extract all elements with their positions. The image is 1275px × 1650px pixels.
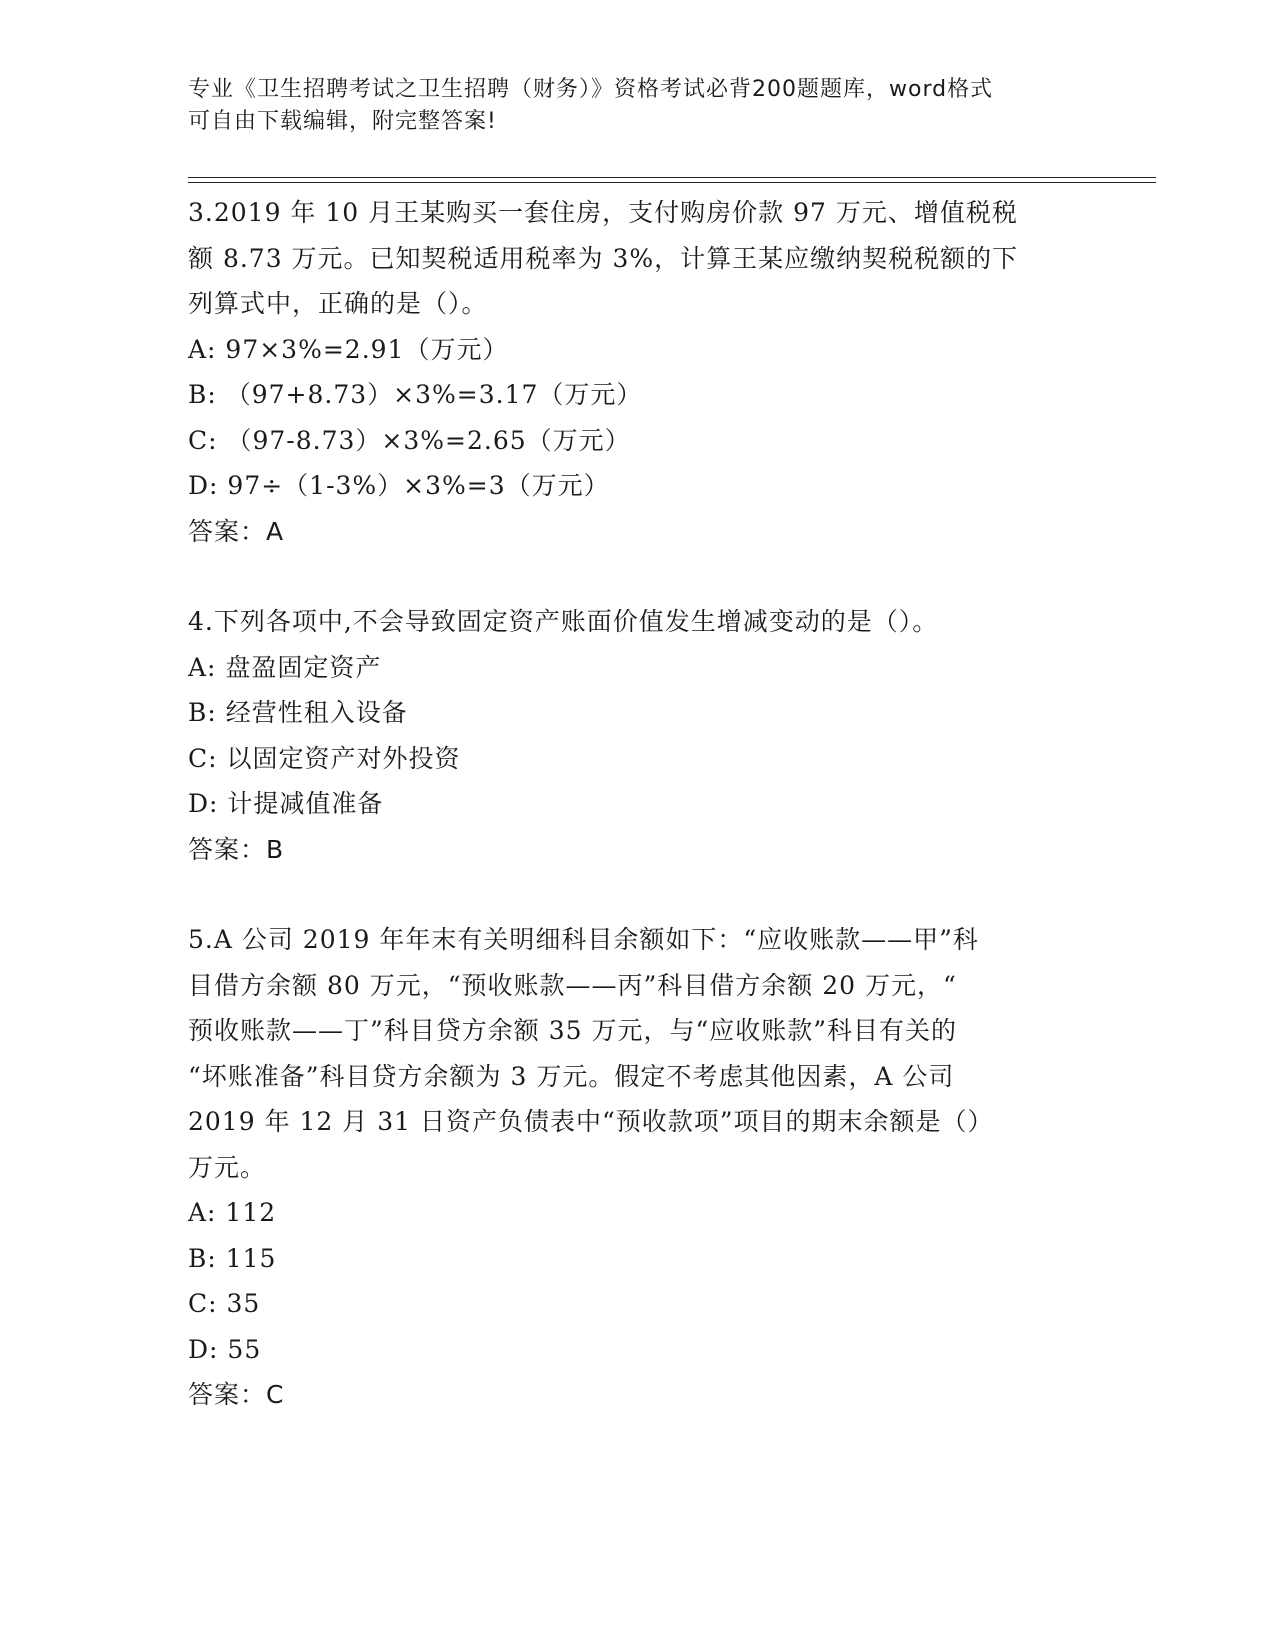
question-stem-line: 5.A 公司 2019 年年末有关明细科目余额如下：“应收账款——甲”科 (188, 925, 979, 954)
question-block (188, 599, 1088, 872)
option-c: C: 以固定资产对外投资 (188, 743, 461, 773)
question-stem-line: 预收账款——丁”科目贷方余额 35 万元，与“应收账款”科目有关的 (188, 1016, 958, 1045)
question-stem-line: 3.2019 年 10 月王某购买一套住房，支付购房价款 97 万元、增值税税 (188, 198, 1018, 227)
option-a: A: 97×3%=2.91（万元） (188, 334, 509, 364)
question-list (188, 190, 1088, 1463)
header-divider-top (188, 177, 1156, 178)
option-d: D: 97÷（1-3%）×3%=3（万元） (188, 471, 610, 500)
option-b: B: 115 (188, 1243, 277, 1273)
option-a: A: 盘盈固定资产 (188, 652, 382, 682)
answer-line: 答案：C (188, 1380, 285, 1409)
question-stem-line: 2019 年 12 月 31 日资产负债表中“预收款项”项目的期末余额是（） (188, 1107, 994, 1136)
option-a: A: 112 (188, 1198, 277, 1227)
question-stem-line: 目借方余额 80 万元，“预收账款——丙”科目借方余额 20 万元，“ (188, 970, 957, 1000)
option-d: D: 计提减值准备 (188, 789, 384, 818)
header-line-1: 专业《卫生招聘考试之卫生招聘（财务）》资格考试必背200题题库，word格式 (188, 77, 994, 102)
question-block (188, 917, 1088, 1418)
header-divider-bottom (188, 182, 1156, 183)
option-c: C: （97-8.73）×3%=2.65（万元） (188, 425, 631, 455)
question-block (188, 190, 1088, 554)
answer-line: 答案：A (188, 516, 285, 546)
question-stem-line: 4.下列各项中,不会导致固定资产账面价值发生增减变动的是（）。 (188, 607, 939, 636)
question-stem-line: 额 8.73 万元。已知契税适用税率为 3%，计算王某应缴纳契税税额的下 (188, 243, 1019, 273)
document-header (188, 74, 1088, 138)
option-c: C: 35 (188, 1289, 261, 1318)
option-b: B: （97+8.73）×3%=3.17（万元） (188, 380, 643, 409)
header-line-2: 可自由下载编辑，附完整答案! (188, 109, 497, 134)
option-b: B: 经营性租入设备 (188, 698, 408, 727)
answer-line: 答案：B (188, 834, 285, 864)
question-stem-line: 列算式中，正确的是（）。 (188, 289, 488, 318)
option-d: D: 55 (188, 1334, 262, 1364)
question-stem-line: 万元。 (188, 1152, 267, 1182)
question-stem-line: “坏账准备”科目贷方余额为 3 万元。假定不考虑其他因素，A 公司 (188, 1061, 955, 1091)
